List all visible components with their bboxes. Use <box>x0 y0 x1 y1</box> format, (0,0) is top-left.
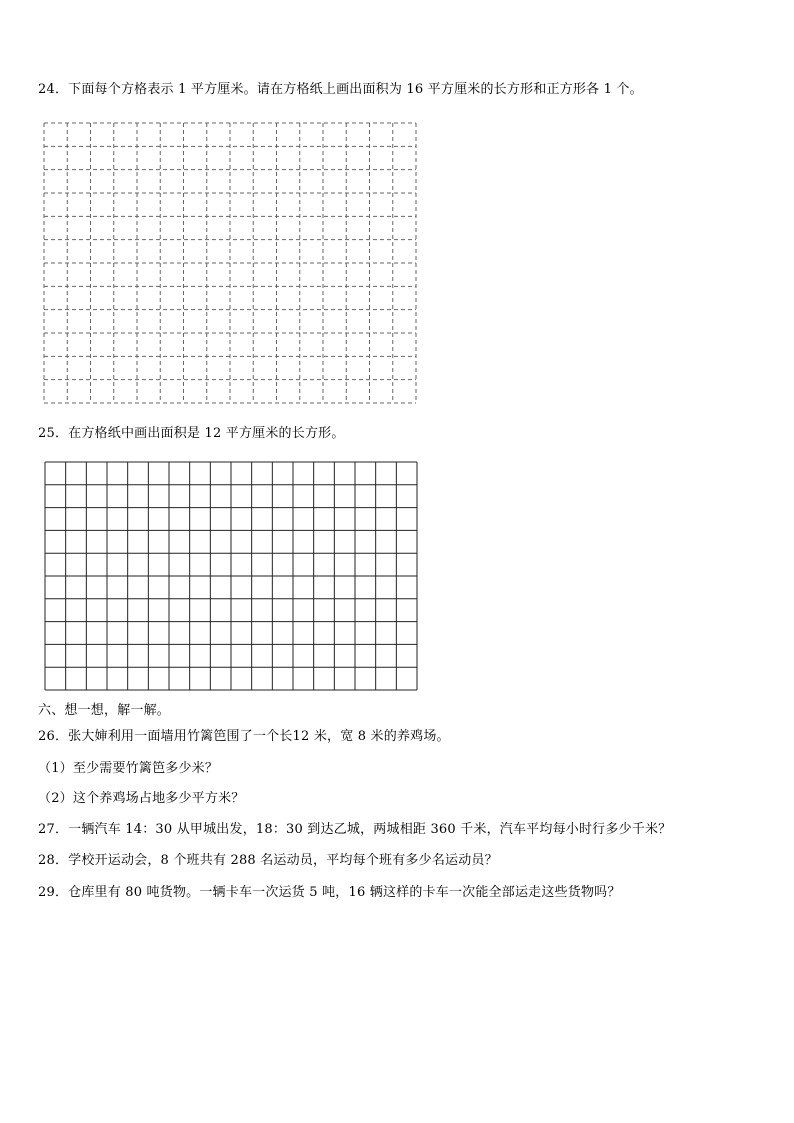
question-26-sub-1: （1）至少需要竹篱笆多少米？ <box>38 761 219 776</box>
solid-grid-paper[interactable] <box>44 461 418 691</box>
section-6-heading: 六、想一想，解一解。 <box>38 703 171 718</box>
question-28-text: 28．学校开运动会，8 个班共有 288 名运动员，平均每个班有多少名运动员？ <box>38 853 498 868</box>
question-27-text: 27．一辆汽车 14：30 从甲城出发，18：30 到达乙城，两城相距 360 千米，汽车平均每小时行多少千米？ <box>38 822 672 837</box>
question-26-text: 26．张大婶利用一面墙用竹篱笆围了一个长12 米，宽 8 米的养鸡场。 <box>38 729 450 744</box>
question-26-sub-2: （2）这个养鸡场占地多少平方米？ <box>38 791 245 806</box>
dashed-grid-paper[interactable] <box>43 122 417 404</box>
solid-grid-svg[interactable] <box>44 461 418 691</box>
dashed-grid-svg[interactable] <box>43 122 417 404</box>
question-24-text: 24．下面每个方格表示 1 平方厘米。请在方格纸上画出面积为 16 平方厘米的长方形和正方形各 1 个。 <box>38 82 643 97</box>
question-29-text: 29．仓库里有 80 吨货物。一辆卡车一次运货 5 吨，16 辆这样的卡车一次能全部运走这些货物吗？ <box>38 885 621 900</box>
question-25-text: 25．在方格纸中画出面积是 12 平方厘米的长方形。 <box>38 426 345 441</box>
